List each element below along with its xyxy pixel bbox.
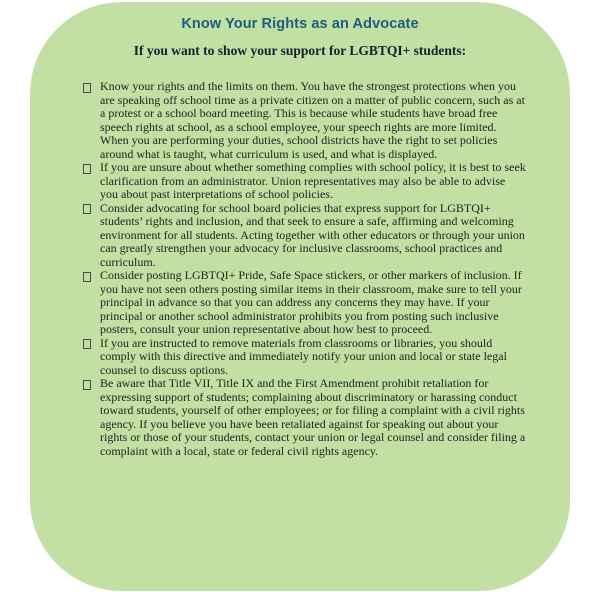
empty-checkbox-icon: [83, 204, 91, 214]
list-item: [82, 80, 526, 161]
list-item-text: If you are instructed to remove materials from classrooms or libraries, you should comply with this directive and immediately notify your union and local or state legal counsel to discuss options.: [100, 335, 507, 377]
flyer-card: [30, 2, 570, 591]
list-item-text: If you are unsure about whether something complies with school policy, it is best to seek clarification from an administrator. Union representatives may also be able to advise you about past interpretations of school policies.: [100, 160, 526, 201]
list-item-text: Consider advocating for school board policies that express support for LGBTQI+ students’ rights and inclusion, and that seek to ensure a safe, affirming and welcoming environment for all students. Acting together with other educators or through your union can greatly strengthen your advocacy for inclusive classrooms, school practices and curriculum.: [100, 200, 525, 269]
list-item-text: Know your rights and the limits on them. You have the strongest protections when you are speaking off school time as a private citizen on a matter of public concern, such as at a protest or a school board meeting. This is because while students have broad free speech rights at school, as a school employee, your speech rights are more limited. When you are performing your duties, school districts have the right to set policies around what is taught, what curriculum is used, and what is displayed.: [100, 79, 525, 161]
list-item: [82, 377, 526, 458]
list-item-text: Be aware that Title VII, Title IX and the First Amendment prohibit retaliation for expressing support of students; complaining about discriminatory or harassing conduct toward students, yourself of other employees; or for filing a complaint with a civil rights agency. If you believe you have been retaliated against for speaking out about your rights or those of your students, contact your union or legal counsel and consider filing a complaint with a local, state or federal civil rights agency.: [100, 376, 526, 458]
list-item: [82, 202, 526, 270]
empty-checkbox-icon: [83, 164, 91, 174]
page-subtitle: If you want to show your support for LGBTQI+ students:: [133, 43, 467, 58]
list-item: [82, 337, 526, 378]
empty-checkbox-icon: [83, 380, 91, 390]
bullet-list: [30, 80, 526, 458]
list-item: [82, 269, 526, 337]
empty-checkbox-icon: [83, 83, 91, 93]
list-item-text: Consider posting LGBTQI+ Pride, Safe Space stickers, or other markers of inclusion. If you have not seen others posting similar items in their classroom, make sure to tell your principal in advance so that you can address any concerns they may have. If your principal or another school administrator prohibits you from posting such inclusive posters, consult your union representative about how best to proceed.: [100, 268, 522, 336]
page-title: Know Your Rights as an Advocate: [181, 16, 419, 32]
empty-checkbox-icon: [83, 339, 91, 349]
empty-checkbox-icon: [83, 272, 91, 282]
list-item: [82, 161, 526, 202]
